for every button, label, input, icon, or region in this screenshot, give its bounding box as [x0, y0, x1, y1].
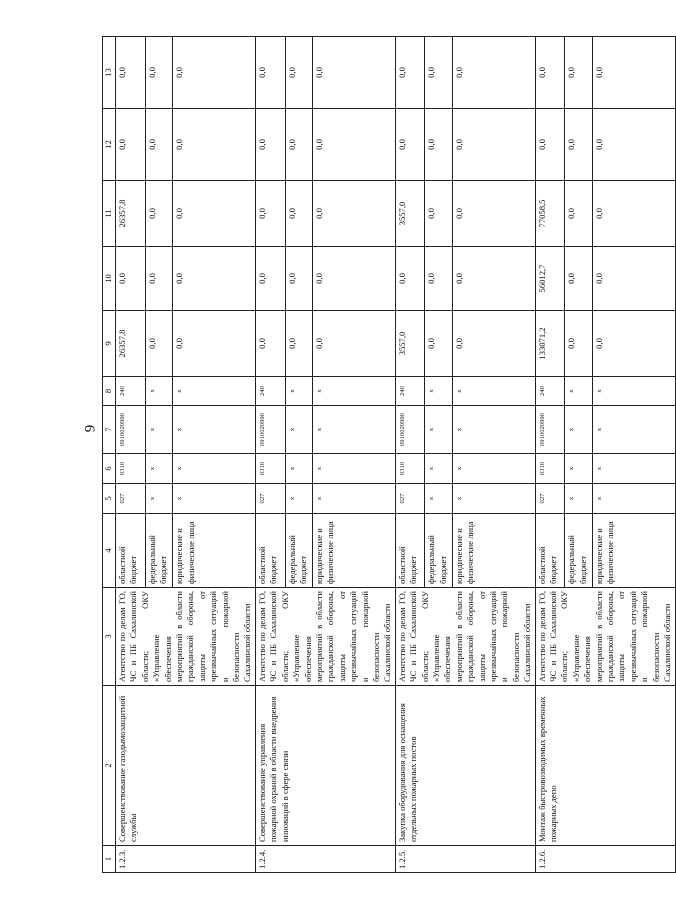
column-header: 1 [103, 846, 116, 873]
column-header: 12 [103, 109, 116, 181]
funding-source: областной бюджет [116, 514, 146, 588]
value-col12: 0,0 [425, 109, 453, 181]
code-vr: x [592, 377, 675, 406]
value-col9: 0,0 [145, 311, 173, 377]
code-vr: x [313, 377, 396, 406]
column-header: 11 [103, 181, 116, 247]
value-col13: 0,0 [255, 37, 285, 109]
value-col10: 0,0 [173, 247, 256, 311]
table-row [116, 37, 146, 873]
measure-name: Совершенствование управления пожарной охраной в области внедрения инноваций в сфере связи [255, 686, 395, 846]
code-vr: x [285, 377, 313, 406]
code-csr: 0910020990 [395, 406, 425, 454]
value-col12: 0,0 [313, 109, 396, 181]
code-csr: 0910020990 [255, 406, 285, 454]
funding-source: федеральный бюджет [425, 514, 453, 588]
code-rzpr: 0310 [255, 454, 285, 484]
funding-source: юридические и физические лица [592, 514, 675, 588]
code-rzpr: x [452, 454, 535, 484]
code-vr: 240 [116, 377, 146, 406]
value-col13: 0,0 [395, 37, 425, 109]
code-rzpr: x [313, 454, 396, 484]
value-col11: 0,0 [452, 181, 535, 247]
code-rzpr: 0310 [395, 454, 425, 484]
value-col13: 0,0 [173, 37, 256, 109]
code-grbs: x [145, 484, 173, 514]
code-csr: x [313, 406, 396, 454]
header-row [103, 37, 116, 873]
value-col11: 77058,5 [535, 181, 565, 247]
code-grbs: x [313, 484, 396, 514]
column-header: 6 [103, 454, 116, 484]
code-vr: x [452, 377, 535, 406]
code-grbs: x [285, 484, 313, 514]
code-rzpr: x [592, 454, 675, 484]
value-col9: 0,0 [313, 311, 396, 377]
funding-source: федеральный бюджет [285, 514, 313, 588]
measure-name: Монтаж быстровозводимых временных пожарных депо [535, 686, 675, 846]
funding-source: областной бюджет [535, 514, 565, 588]
executor: Агентство по делам ГО, ЧС и ПБ Сахалинской области; ОКУ «Управление обеспечения мероприятий в области гражданской обороны, защиты от чрезвычайных ситуаций и пожарной безопасности Сахалинской области [116, 588, 256, 686]
value-col9: 0,0 [565, 311, 593, 377]
item-number: 1.2.3. [116, 846, 256, 873]
code-rzpr: x [173, 454, 256, 484]
value-col13: 0,0 [452, 37, 535, 109]
code-grbs: x [565, 484, 593, 514]
code-vr: 240 [395, 377, 425, 406]
value-col11: 0,0 [145, 181, 173, 247]
code-rzpr: x [565, 454, 593, 484]
value-col9: 0,0 [285, 311, 313, 377]
column-header: 13 [103, 37, 116, 109]
value-col12: 0,0 [145, 109, 173, 181]
value-col12: 0,0 [452, 109, 535, 181]
code-grbs: x [425, 484, 453, 514]
value-col13: 0,0 [592, 37, 675, 109]
value-col10: 0,0 [565, 247, 593, 311]
table-row [395, 37, 425, 873]
table-row [535, 37, 565, 873]
item-number: 1.2.4. [255, 846, 395, 873]
code-grbs: x [452, 484, 535, 514]
budget-table [102, 36, 676, 873]
value-col10: 0,0 [255, 247, 285, 311]
page-number: 9 [82, 424, 99, 433]
value-col9: 0,0 [425, 311, 453, 377]
column-header: 2 [103, 686, 116, 846]
column-header: 3 [103, 588, 116, 686]
column-header: 9 [103, 311, 116, 377]
code-vr: x [145, 377, 173, 406]
code-grbs: 027 [535, 484, 565, 514]
code-csr: x [425, 406, 453, 454]
value-col11: 0,0 [285, 181, 313, 247]
code-vr: x [173, 377, 256, 406]
item-number: 1.2.6. [535, 846, 675, 873]
code-csr: 0910020990 [535, 406, 565, 454]
executor: Агентство по делам ГО, ЧС и ПБ Сахалинской области; ОКУ «Управление обеспечения мероприятий в области гражданской обороны, защиты от чрезвычайных ситуаций и пожарной безопасности Сахалинской области [255, 588, 395, 686]
value-col11: 0,0 [173, 181, 256, 247]
code-grbs: x [592, 484, 675, 514]
value-col10: 56012,7 [535, 247, 565, 311]
measure-name: Закупка оборудования для оснащения отдельных пожарных постов [395, 686, 535, 846]
value-col12: 0,0 [285, 109, 313, 181]
executor: Агентство по делам ГО, ЧС и ПБ Сахалинской области; ОКУ «Управление обеспечения мероприятий в области гражданской обороны, защиты от чрезвычайных ситуаций и пожарной безопасности Сахалинской области [395, 588, 535, 686]
code-grbs: 027 [255, 484, 285, 514]
code-csr: x [285, 406, 313, 454]
value-col13: 0,0 [565, 37, 593, 109]
code-vr: 240 [255, 377, 285, 406]
value-col11: 26357,8 [116, 181, 146, 247]
value-col11: 0,0 [565, 181, 593, 247]
value-col9: 0,0 [592, 311, 675, 377]
value-col13: 0,0 [425, 37, 453, 109]
value-col12: 0,0 [116, 109, 146, 181]
value-col9: 0,0 [255, 311, 285, 377]
funding-source: областной бюджет [395, 514, 425, 588]
value-col9: 26357,8 [116, 311, 146, 377]
code-vr: x [425, 377, 453, 406]
value-col12: 0,0 [535, 109, 565, 181]
code-rzpr: x [425, 454, 453, 484]
column-header: 7 [103, 406, 116, 454]
value-col9: 3557,0 [395, 311, 425, 377]
code-csr: x [592, 406, 675, 454]
table-body [116, 37, 676, 873]
value-col11: 3557,0 [395, 181, 425, 247]
value-col11: 0,0 [255, 181, 285, 247]
code-csr: x [565, 406, 593, 454]
column-header: 10 [103, 247, 116, 311]
funding-source: областной бюджет [255, 514, 285, 588]
value-col12: 0,0 [173, 109, 256, 181]
item-number: 1.2.5. [395, 846, 535, 873]
value-col13: 0,0 [313, 37, 396, 109]
value-col13: 0,0 [285, 37, 313, 109]
value-col9: 0,0 [173, 311, 256, 377]
code-vr: x [565, 377, 593, 406]
value-col10: 0,0 [425, 247, 453, 311]
value-col10: 0,0 [116, 247, 146, 311]
value-col13: 0,0 [116, 37, 146, 109]
code-rzpr: x [285, 454, 313, 484]
value-col12: 0,0 [565, 109, 593, 181]
column-header: 5 [103, 484, 116, 514]
code-csr: x [452, 406, 535, 454]
executor: Агентство по делам ГО, ЧС и ПБ Сахалинской области; ОКУ «Управление обеспечения мероприятий в области гражданской обороны, защиты от чрезвычайных ситуаций и пожарной безопасности Сахалинской области [535, 588, 675, 686]
funding-source: юридические и физические лица [313, 514, 396, 588]
code-vr: 240 [535, 377, 565, 406]
value-col9: 133071,2 [535, 311, 565, 377]
value-col10: 0,0 [285, 247, 313, 311]
value-col10: 0,0 [145, 247, 173, 311]
code-csr: x [173, 406, 256, 454]
value-col10: 0,0 [313, 247, 396, 311]
rotated-table-wrapper [102, 37, 673, 873]
code-rzpr: 0310 [535, 454, 565, 484]
funding-source: федеральный бюджет [145, 514, 173, 588]
value-col13: 0,0 [145, 37, 173, 109]
value-col12: 0,0 [395, 109, 425, 181]
value-col9: 0,0 [452, 311, 535, 377]
code-grbs: x [173, 484, 256, 514]
value-col11: 0,0 [313, 181, 396, 247]
value-col12: 0,0 [255, 109, 285, 181]
funding-source: федеральный бюджет [565, 514, 593, 588]
funding-source: юридические и физические лица [452, 514, 535, 588]
value-col13: 0,0 [535, 37, 565, 109]
value-col11: 0,0 [592, 181, 675, 247]
code-csr: 0910020990 [116, 406, 146, 454]
code-rzpr: 0310 [116, 454, 146, 484]
table-row [255, 37, 285, 873]
code-grbs: 027 [395, 484, 425, 514]
code-rzpr: x [145, 454, 173, 484]
value-col10: 0,0 [395, 247, 425, 311]
value-col11: 0,0 [425, 181, 453, 247]
measure-name: Совершенствование газодымозащитной службы [116, 686, 256, 846]
value-col10: 0,0 [592, 247, 675, 311]
value-col10: 0,0 [452, 247, 535, 311]
code-csr: x [145, 406, 173, 454]
column-header: 8 [103, 377, 116, 406]
code-grbs: 027 [116, 484, 146, 514]
funding-source: юридические и физические лица [173, 514, 256, 588]
column-header: 4 [103, 514, 116, 588]
value-col12: 0,0 [592, 109, 675, 181]
